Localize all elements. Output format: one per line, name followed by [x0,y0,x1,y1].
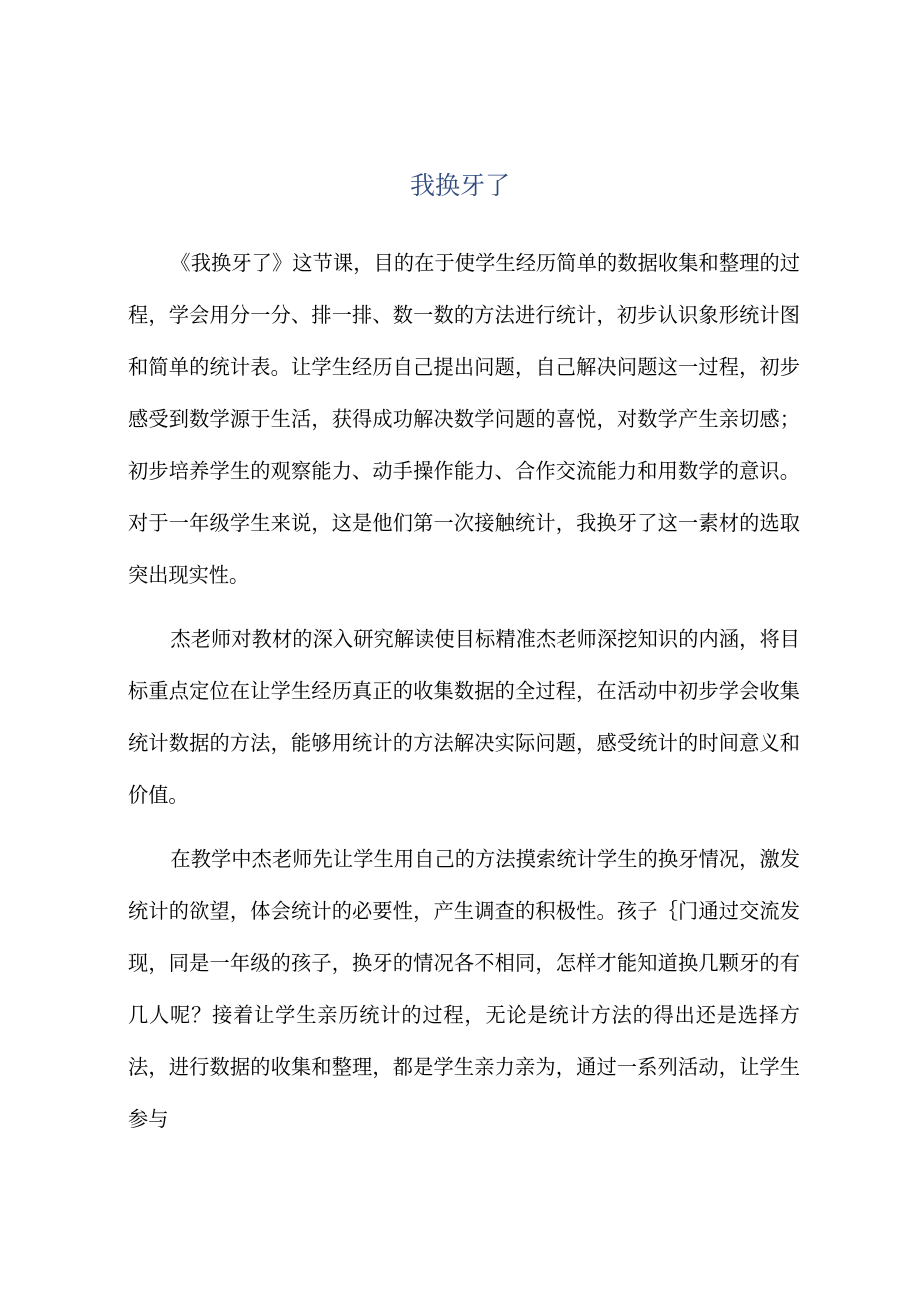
paragraph-1: 《我换牙了》这节课，目的在于使学生经历简单的数据收集和整理的过程，学会用分一分、排一排、数一数的方法进行统计，初步认识象形统计图和简单的统计表。让学生经历自己提出问题，自己解决问题这一过程，初步感受到数学源于生活，获得成功解决数学问题的喜悦，对数学产生亲切感；初步培养学生的观察能力、动手操作能力、合作交流能力和用数学的意识。对于一年级学生来说，这是他们第一次接触统计，我换牙了这一素材的选取突出现实性。 [128,251,800,587]
paragraph-2: 杰老师对教材的深入研究解读使目标精准杰老师深挖知识的内涵，将目标重点定位在让学生经历真正的收集数据的全过程，在活动中初步学会收集统计数据的方法，能够用统计的方法解决实际问题，感受统计的时间意义和价值。 [128,627,800,807]
document-body [128,237,800,1145]
document-title: 我换牙了 [409,171,510,200]
paragraph-3: 在教学中杰老师先让学生用自己的方法摸索统计学生的换牙情况，激发统计的欲望，体会统计的必要性，产生调查的积极性。孩子｛门通过交流发现，同是一年级的孩子，换牙的情况各不相同，怎样才能知道换几颗牙的有几人呢？接着让学生亲历统计的过程，无论是统计方法的得出还是选择方法，进行数据的收集和整理，都是学生亲力亲为，通过一系列活动，让学生参与 [128,847,800,1131]
